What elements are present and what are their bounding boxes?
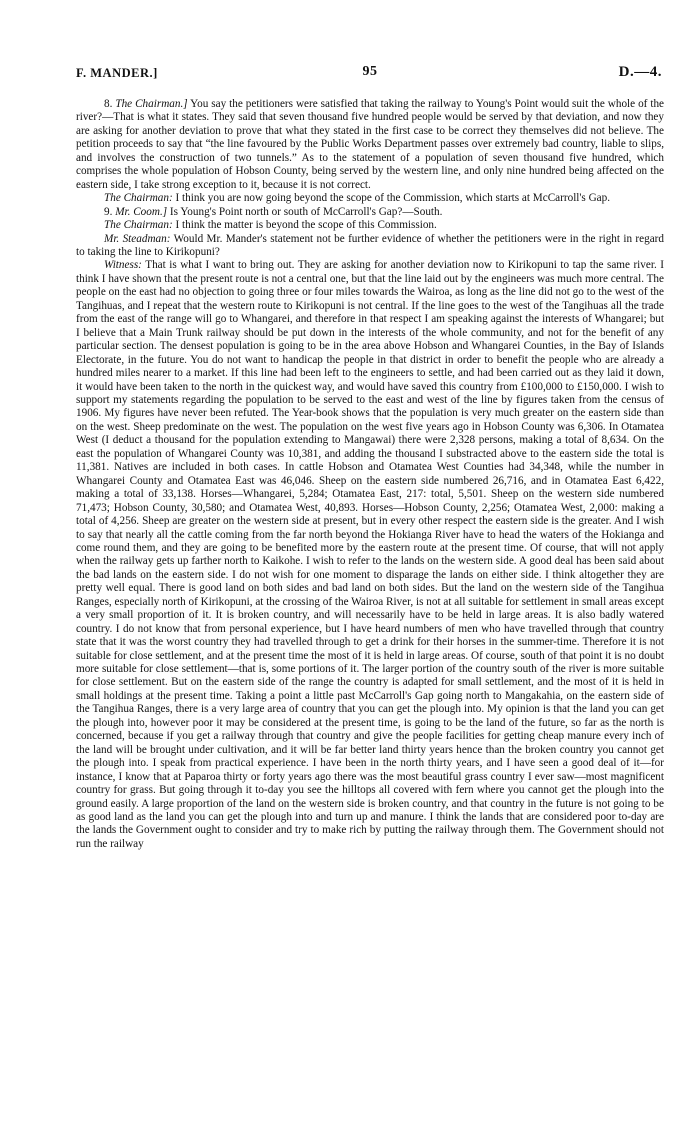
paragraph-text: You say the petitioners were satisfied that taking the railway to Young's Point would suit the whole of the river?—That is what it states. They said that seven thousand five hundred people would be served by that deviation, and now they are asking for another deviation to prove that what they stated in the first case to be correct they themselves did not believe. The petition proceeds to say that “the line favoured by the Public Works Department passes over extremely bad country, liable to slips, and involves the construction of two tunnels.” As to the statement of a population of seven thousand five hundred, which comprises the whole population of Hobson County, being served by the western line, and only nine hundred being affected on the eastern side, I take strong exception to it, because it is not correct.	[76, 98, 665, 191]
paragraph-text: That is what I want to bring out. They are asking for another deviation now to Kirikopuni to tap the same river. I think I have shown that the present route is not a central one, but that the line laid out by the engineers was much more central. The people on the east had no objection to going three or four miles towards the Wairoa, as long as the line did not go to the west of the Tangihuas, and I repeat that the western route to Kirikopuni is not central. If the line goes to the west of the Tangihuas all the trade from the east of the range will go to Whangarei, and therefore in that respect I am speaking against the interests of Whangarei; but I believe that a Main Trunk railway should be put down in the interests of the whole community, and not for the benefit of any particular section. The densest population is going to be in the area above Hobson and Whangarei Counties, in the Bay of Islands Electorate, in the future. You do not want to handicap the people in that district in order to benefit the people who are already a hundred miles nearer to a market. If this line had been left to the engineers to settle, and had been carried out as they laid it down, it would have been taken to the north in the quickest way, and would have saved this country from £100,000 to £150,000. I wish to support my statements regarding the population to be served to the east and west of the line by figures taken from the census of 1906. My figures have never been refuted. The Year-book shows that the population is very much greater on the eastern side than on the west. Sheep predominate on the west. The population on the west five years ago in Hobson County was 6,306. In Otamatea West (I deduct a thousand for the population extending to Mangawai) there were 2,328 persons, making a total of 8,634. On the east the population of Whangarei County was 10,381, and adding the thousand I substracted above to the eastern side the total is 11,381. Natives are included in both cases. In cattle Hobson and Otamatea West Counties had 34,348, while the number in Whangarei County and Otamatea East was 46,046. Sheep on the eastern side numbered 26,716, and in Otamatea East 6,422, making a total of 33,138. Horses—Whangarei, 5,284; Otamatea East, 217: total, 5,501. Sheep on the western side numbered 71,473; Hobson County, 30,580; and Otamatea West, 40,893. Horses—Hobson County, 2,256; Otamatea West, 2,000: making a total of 4,256. Sheep are greater on the western side at present, but in every other respect the eastern side is the greater. And I wish to say that nearly all the cattle coming from the far north beyond the Hokianga River have to head the waters of the Hokianga and come round them, and they are going to be benefited more by the eastern route at the present time. Of course, that will not apply when the railway gets up farther north to Kaikohe. I wish to refer to the lands on the western side. A good deal has been said about the bad lands on the eastern side. I do not wish for one moment to disparage the lands on either side. I think altogether they are pretty well equal. There is good land on both sides and bad land on both sides. But the land on the western side of the Tangihua Ranges, especially north of Kirikopuni, at the crossing of the Wairoa River, is not at all suitable for settlement in small areas except a very small proportion of it. It is broken country, and will necessarily have to be held in large areas. It is also badly watered country. I do not know that from personal experience, but I have heard numbers of men who have travelled through that country state that it was the worst country they had travelled through to get a drink for their horses in the summer-time. Therefore it is not suitable for close settlement, and at the present time the most of it is held in large areas. Of course, south of that point it is no doubt more suitable for close settlement—that is, some portions of it. The larger portion of the country south of the river is more suitable for close settlement. But on the eastern side of the range the country is adapted for small settlement, and the most of it is held in small holdings at the present time. Taking a point a little past McCarroll's Gap going north to Mangakahia, on the eastern side of the Tangihua Ranges, there is a very large area of country that you can get the plough into. My opinion is that the land you can get the plough into, however poor it may be considered at the present time, is going to be the land of the future, so far as the north is concerned, because if you get a railway through that country and give the people facilities for getting cheap manure every inch of the land will be brought under cultivation, and it will be far better land thirty years hence than the broken country you cannot get the plough into. I speak from practical experience. I have been in the north thirty years, and I have seen a good deal of it—for instance, I know that at Paparoa thirty or forty years ago there was the most beautiful grass country I ever saw—most magnificent country for grass. But going through it to-day you see the hilltops all covered with fern where you cannot get the plough into the ground easily. A large proportion of the land on the western side is broken country, and that country in the future is not going to be as good land as the land you can get the plough into and turn up and manure. I think the lands that are considered poor to-day are the lands the Government ought to consider and try to make rich by putting the railway through them. The Government should not run the railway	[76, 259, 664, 850]
speaker-label: The Chairman.]	[115, 98, 188, 110]
speaker-label: Witness:	[104, 259, 142, 272]
paragraph-q9-coom	[76, 206, 664, 219]
paragraph-text: Is Young's Point north or south of McCarroll's Gap?—South.	[169, 205, 443, 218]
author-name: F. MANDER.]	[76, 66, 158, 80]
paragraph-text: I think the matter is beyond the scope of this Commission.	[175, 219, 437, 232]
speaker-label: Mr. Steadman:	[104, 232, 171, 245]
body-text	[76, 98, 664, 851]
paragraph-chairman-scope	[76, 219, 664, 232]
running-head	[76, 52, 664, 78]
question-number: 8.	[104, 98, 113, 110]
paragraph-steadman	[76, 233, 664, 260]
paragraph-text: Would Mr. Mander's statement not be further evidence of whether the petitioners were in the right in regard to taking the line to Kirikopuni?	[76, 232, 665, 258]
paragraph-witness	[76, 259, 664, 851]
paragraph-text: I think you are now going beyond the scope of the Commission, which starts at McCarroll's Gap.	[175, 192, 611, 205]
document-reference: D.—4.	[618, 64, 662, 80]
speaker-label: The Chairman:	[104, 219, 173, 232]
speaker-label: Mr. Coom.]	[115, 205, 168, 218]
paragraph-q8-chairman	[76, 98, 664, 192]
speaker-label: The Chairman:	[104, 192, 173, 205]
page-number: 95	[362, 64, 378, 79]
question-number: 9.	[104, 205, 113, 218]
paragraph-chairman-remark	[76, 192, 664, 205]
